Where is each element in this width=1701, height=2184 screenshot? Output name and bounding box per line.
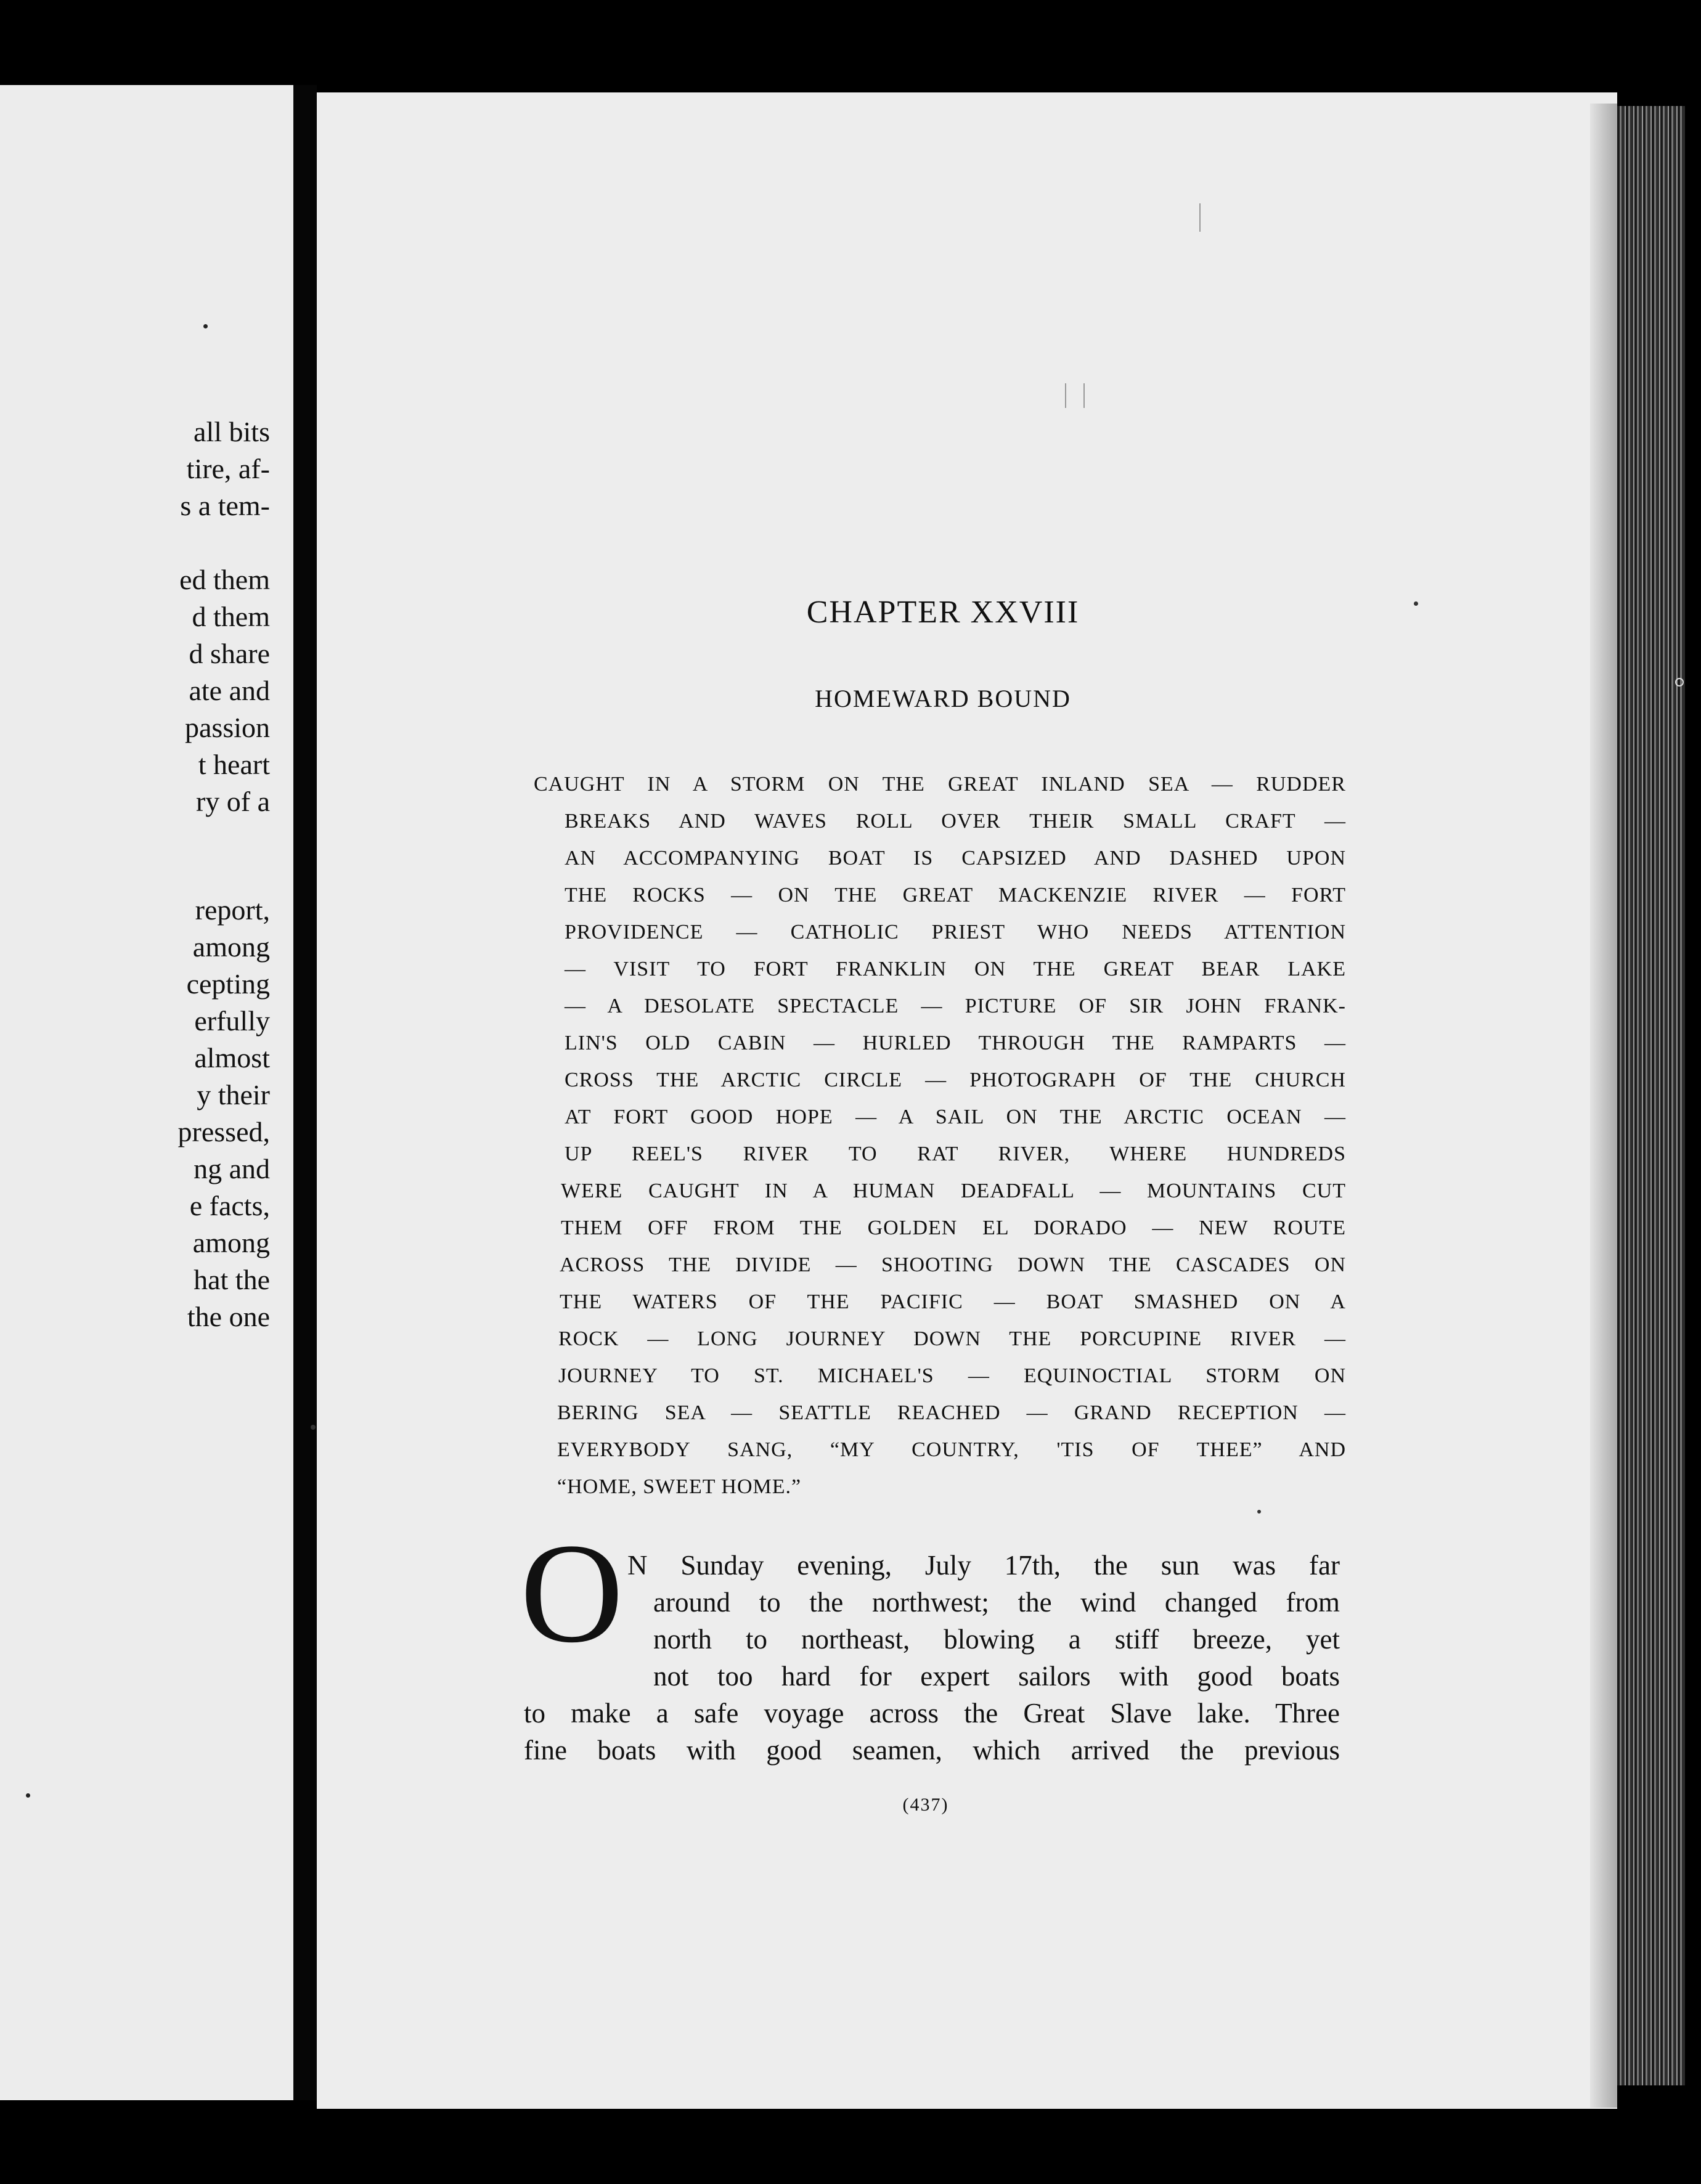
scan-scratch — [1083, 383, 1085, 408]
right-page — [317, 92, 1617, 2109]
chapter-subtitle: HOMEWARD BOUND — [815, 685, 1071, 712]
left-page-line: s a tem- — [180, 490, 270, 521]
synopsis-line-last: “HOME, SWEET HOME.” — [557, 1475, 802, 1498]
book-fore-edge — [1617, 106, 1685, 2085]
left-page-line: ng and — [194, 1153, 270, 1184]
left-page-line: d them — [192, 601, 270, 632]
synopsis-line: THE WATERS OF THE PACIFIC — BOAT SMASHED ON A — [560, 1290, 1346, 1313]
left-page-line: hat the — [194, 1264, 270, 1295]
left-page-line: y their — [197, 1079, 270, 1110]
speck — [311, 1425, 316, 1430]
left-page-line: the one — [187, 1301, 270, 1332]
left-page-line: e facts, — [189, 1190, 270, 1221]
body-line: around to the northwest; the wind changed from — [653, 1587, 1340, 1618]
speck — [26, 1793, 30, 1798]
left-page-line: ate and — [189, 675, 270, 706]
synopsis-line: AT FORT GOOD HOPE — A SAIL ON THE ARCTIC OCEAN — — [565, 1106, 1346, 1128]
chapter-title: CHAPTER XXVIII — [806, 595, 1080, 630]
left-page-line: all bits — [194, 416, 270, 447]
left-page-line: d share — [189, 638, 270, 669]
synopsis-line: EVERYBODY SANG, “MY COUNTRY, 'TIS OF THEE” AND — [557, 1438, 1346, 1461]
page-number: (437) — [902, 1795, 949, 1815]
synopsis-line: AN ACCOMPANYING BOAT IS CAPSIZED AND DASHED UPON — [565, 847, 1346, 870]
drop-cap: O — [520, 1514, 624, 1673]
synopsis-line: UP REEL'S RIVER TO RAT RIVER, WHERE HUNDREDS — [565, 1143, 1346, 1165]
synopsis-line: — A DESOLATE SPECTACLE — PICTURE OF SIR JOHN FRANK- — [565, 995, 1346, 1017]
body-line: north to northeast, blowing a stiff breeze, yet — [653, 1624, 1340, 1655]
synopsis-line: WERE CAUGHT IN A HUMAN DEADFALL — MOUNTAINS CUT — [561, 1180, 1346, 1202]
book-gutter — [293, 85, 317, 2100]
left-page-line: among — [192, 931, 270, 963]
left-page-text-column — [85, 85, 270, 1379]
left-page-line: almost — [194, 1042, 270, 1074]
synopsis-line: LIN'S OLD CABIN — HURLED THROUGH THE RAMPARTS — — [565, 1032, 1346, 1054]
left-page-line: among — [192, 1227, 270, 1258]
left-page-line: cepting — [186, 968, 270, 1000]
body-line: N Sunday evening, July 17th, the sun was far — [627, 1550, 1340, 1581]
scan-scratch — [1065, 383, 1066, 408]
left-page-line: pressed, — [177, 1116, 270, 1147]
body-line: not too hard for expert sailors with good boats — [653, 1661, 1340, 1692]
synopsis-line: BERING SEA — SEATTLE REACHED — GRAND RECEPTION — — [557, 1401, 1346, 1424]
synopsis-line: ACROSS THE DIVIDE — SHOOTING DOWN THE CASCADES ON — [560, 1253, 1346, 1276]
left-page — [0, 85, 293, 2100]
left-page-line: report, — [195, 894, 270, 926]
synopsis-line: — VISIT TO FORT FRANKLIN ON THE GREAT BEAR LAKE — [565, 958, 1346, 980]
scan-scratch — [1199, 203, 1201, 232]
speck — [203, 324, 208, 328]
body-line: fine boats with good seamen, which arrived the previous — [524, 1735, 1340, 1766]
left-page-line: tire, af- — [186, 453, 270, 484]
synopsis-line: THEM OFF FROM THE GOLDEN EL DORADO — NEW ROUTE — [561, 1216, 1346, 1239]
left-page-line: t heart — [198, 749, 270, 780]
synopsis-line: JOURNEY TO ST. MICHAEL'S — EQUINOCTIAL STORM ON — [558, 1364, 1346, 1387]
left-page-line: erfully — [194, 1005, 270, 1037]
page-edge-shadow — [1590, 104, 1617, 2108]
left-page-line: ed them — [179, 564, 270, 595]
synopsis-line: CAUGHT IN A STORM ON THE GREAT INLAND SEA — RUDDER — [534, 773, 1346, 796]
synopsis-line: PROVIDENCE — CATHOLIC PRIEST WHO NEEDS ATTENTION — [565, 921, 1346, 943]
left-page-line: passion — [185, 712, 270, 743]
synopsis-line: ROCK — LONG JOURNEY DOWN THE PORCUPINE RIVER — — [558, 1327, 1346, 1350]
speck — [1675, 678, 1684, 687]
synopsis-line: THE ROCKS — ON THE GREAT MACKENZIE RIVER — FORT — [565, 884, 1346, 907]
synopsis-line: CROSS THE ARCTIC CIRCLE — PHOTOGRAPH OF THE CHURCH — [565, 1069, 1346, 1091]
speck — [1414, 601, 1418, 606]
left-page-line: ry of a — [195, 786, 270, 817]
speck — [1257, 1510, 1261, 1514]
synopsis-line: BREAKS AND WAVES ROLL OVER THEIR SMALL CRAFT — — [565, 810, 1346, 833]
body-line: to make a safe voyage across the Great Slave lake. Three — [524, 1698, 1340, 1729]
